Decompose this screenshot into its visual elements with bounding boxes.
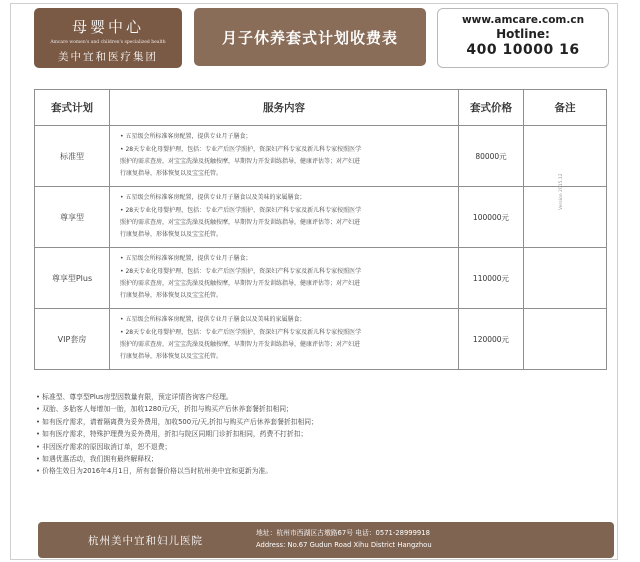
note-item: • 如有医疗需求，特殊护理费为妥外费用，折扣与院区同期门诊折扣相同，药费不打折扣； (36, 430, 308, 439)
note-item: • 双胎、多胎客人每增加一胎，加收1280元/天，折扣与购买产后休养套餐折扣相同； (36, 405, 293, 414)
note-item: • 标准型、尊享型Plus房型因数量有限，预定详情咨询客户经理。 (36, 393, 233, 401)
table-row (35, 187, 607, 248)
service-line: • 28天专业化母婴护理，包括：专业产后医学照护，资深妇产科专家及新儿科专家按照医学 (120, 206, 362, 214)
table-header-row (35, 90, 607, 126)
notes-list (36, 391, 596, 478)
header-plan: 套式计划 (35, 90, 110, 126)
plan-note (524, 187, 607, 248)
plan-services (110, 187, 459, 248)
service-line: • 28天专业化母婴护理，包括：专业产后医学照护，资深妇产科专家及新儿科专家按照医学 (120, 267, 362, 275)
service-line: • 五星级会所标准客房配置，提供专业月子膳食； (120, 255, 252, 263)
table-row (35, 248, 607, 309)
service-line: 照护的需求查房，对宝宝洗澡及抚触按摩，早期智力开发训练指导，健康评估等；对产妇进 (120, 219, 361, 226)
note-item: • 如有医疗需求，请着隔离费为妥外费用，加收500元/天,折扣与购买产后休养套餐折扣相同； (36, 417, 318, 426)
plan-price: 110000元 (459, 248, 524, 309)
service-line: 照护的需求查房，对宝宝洗澡及抚触按摩，早期智力开发训练指导，健康评估等；对产妇进 (120, 158, 361, 165)
hotline-label: Hotline: (496, 27, 550, 41)
hotline-number[interactable]: 400 10000 16 (466, 42, 580, 58)
service-line: 行康复指导，形体恢复以及宝宝托管。 (120, 292, 223, 300)
address-cn: 地址：杭州市西湖区古墩路67号 电话：0571-28999918 (256, 529, 430, 537)
service-line: • 28天专业化母婴护理，包括：专业产后医学照护，资深妇产科专家及新儿科专家按照医学 (120, 145, 362, 153)
plan-services (110, 126, 459, 187)
plan-name: 标准型 (35, 126, 110, 187)
logo-english-tagline: Amcare women's and children's specialized health (50, 40, 166, 45)
table-row (35, 126, 607, 187)
table-row (35, 309, 607, 370)
footer-bar (38, 522, 614, 558)
pricing-table (34, 89, 607, 370)
plan-name: 尊享型Plus (35, 248, 110, 309)
note-item: • 如遇优惠活动，我们拥有最终解释权； (36, 455, 158, 464)
service-line: • 五星级会所标准客房配置，提供专业月子膳食以及美味的家属膳食； (120, 194, 306, 202)
hospital-name: 杭州美中宜和妇儿医院 (88, 535, 203, 547)
note-item: • 非因医疗需求的原因取消订单，恕不退费； (36, 442, 172, 451)
hospital-address (256, 527, 432, 551)
header-services: 服务内容 (110, 90, 459, 126)
service-line: 行康复指导，形体恢复以及宝宝托管。 (120, 231, 223, 239)
service-line: 行康复指导，形体恢复以及宝宝托管。 (120, 170, 223, 178)
header-note: 备注 (524, 90, 607, 126)
service-line: 行康复指导，形体恢复以及宝宝托管。 (120, 353, 223, 361)
header-price: 套式价格 (459, 90, 524, 126)
logo-chinese-name: 母婴中心 (71, 18, 144, 36)
plan-note (524, 309, 607, 370)
version-label: Version 2015.12 (559, 173, 564, 210)
note-item: • 价格生效日为2016年4月1日，所有套餐价格以当时杭州美中宜和更新为准。 (36, 467, 273, 476)
address-en: Address: No.67 Gudun Road Xihu District Hangzhou (256, 541, 432, 549)
document-title (194, 8, 426, 66)
plan-note (524, 248, 607, 309)
plan-name: VIP套房 (35, 309, 110, 370)
service-line: • 五星级会所标准客房配置，提供专业月子膳食以及美味的家属膳食； (120, 316, 306, 324)
service-line: 照护的需求查房，对宝宝洗澡及抚触按摩，早期智力开发训练指导，健康评估等；对产妇进 (120, 341, 361, 348)
brand-logo (34, 8, 182, 68)
contact-box (437, 8, 609, 68)
plan-services (110, 309, 459, 370)
plan-note (524, 126, 607, 187)
document-title-text: 月子休养套式计划收费表 (221, 28, 398, 47)
service-line: • 五星级会所标准客房配置，提供专业月子膳食； (120, 133, 252, 141)
logo-group-name: 美中宜和医疗集团 (58, 51, 158, 63)
plan-price: 100000元 (459, 187, 524, 248)
website-url[interactable]: www.amcare.com.cn (461, 14, 585, 26)
plan-price: 120000元 (459, 309, 524, 370)
service-line: 照护的需求查房，对宝宝洗澡及抚触按摩，早期智力开发训练指导，健康评估等；对产妇进 (120, 280, 361, 287)
plan-price: 80000元 (459, 126, 524, 187)
service-line: • 28天专业化母婴护理，包括：专业产后医学照护，资深妇产科专家及新儿科专家按照医学 (120, 328, 362, 336)
plan-name: 尊享型 (35, 187, 110, 248)
plan-services (110, 248, 459, 309)
